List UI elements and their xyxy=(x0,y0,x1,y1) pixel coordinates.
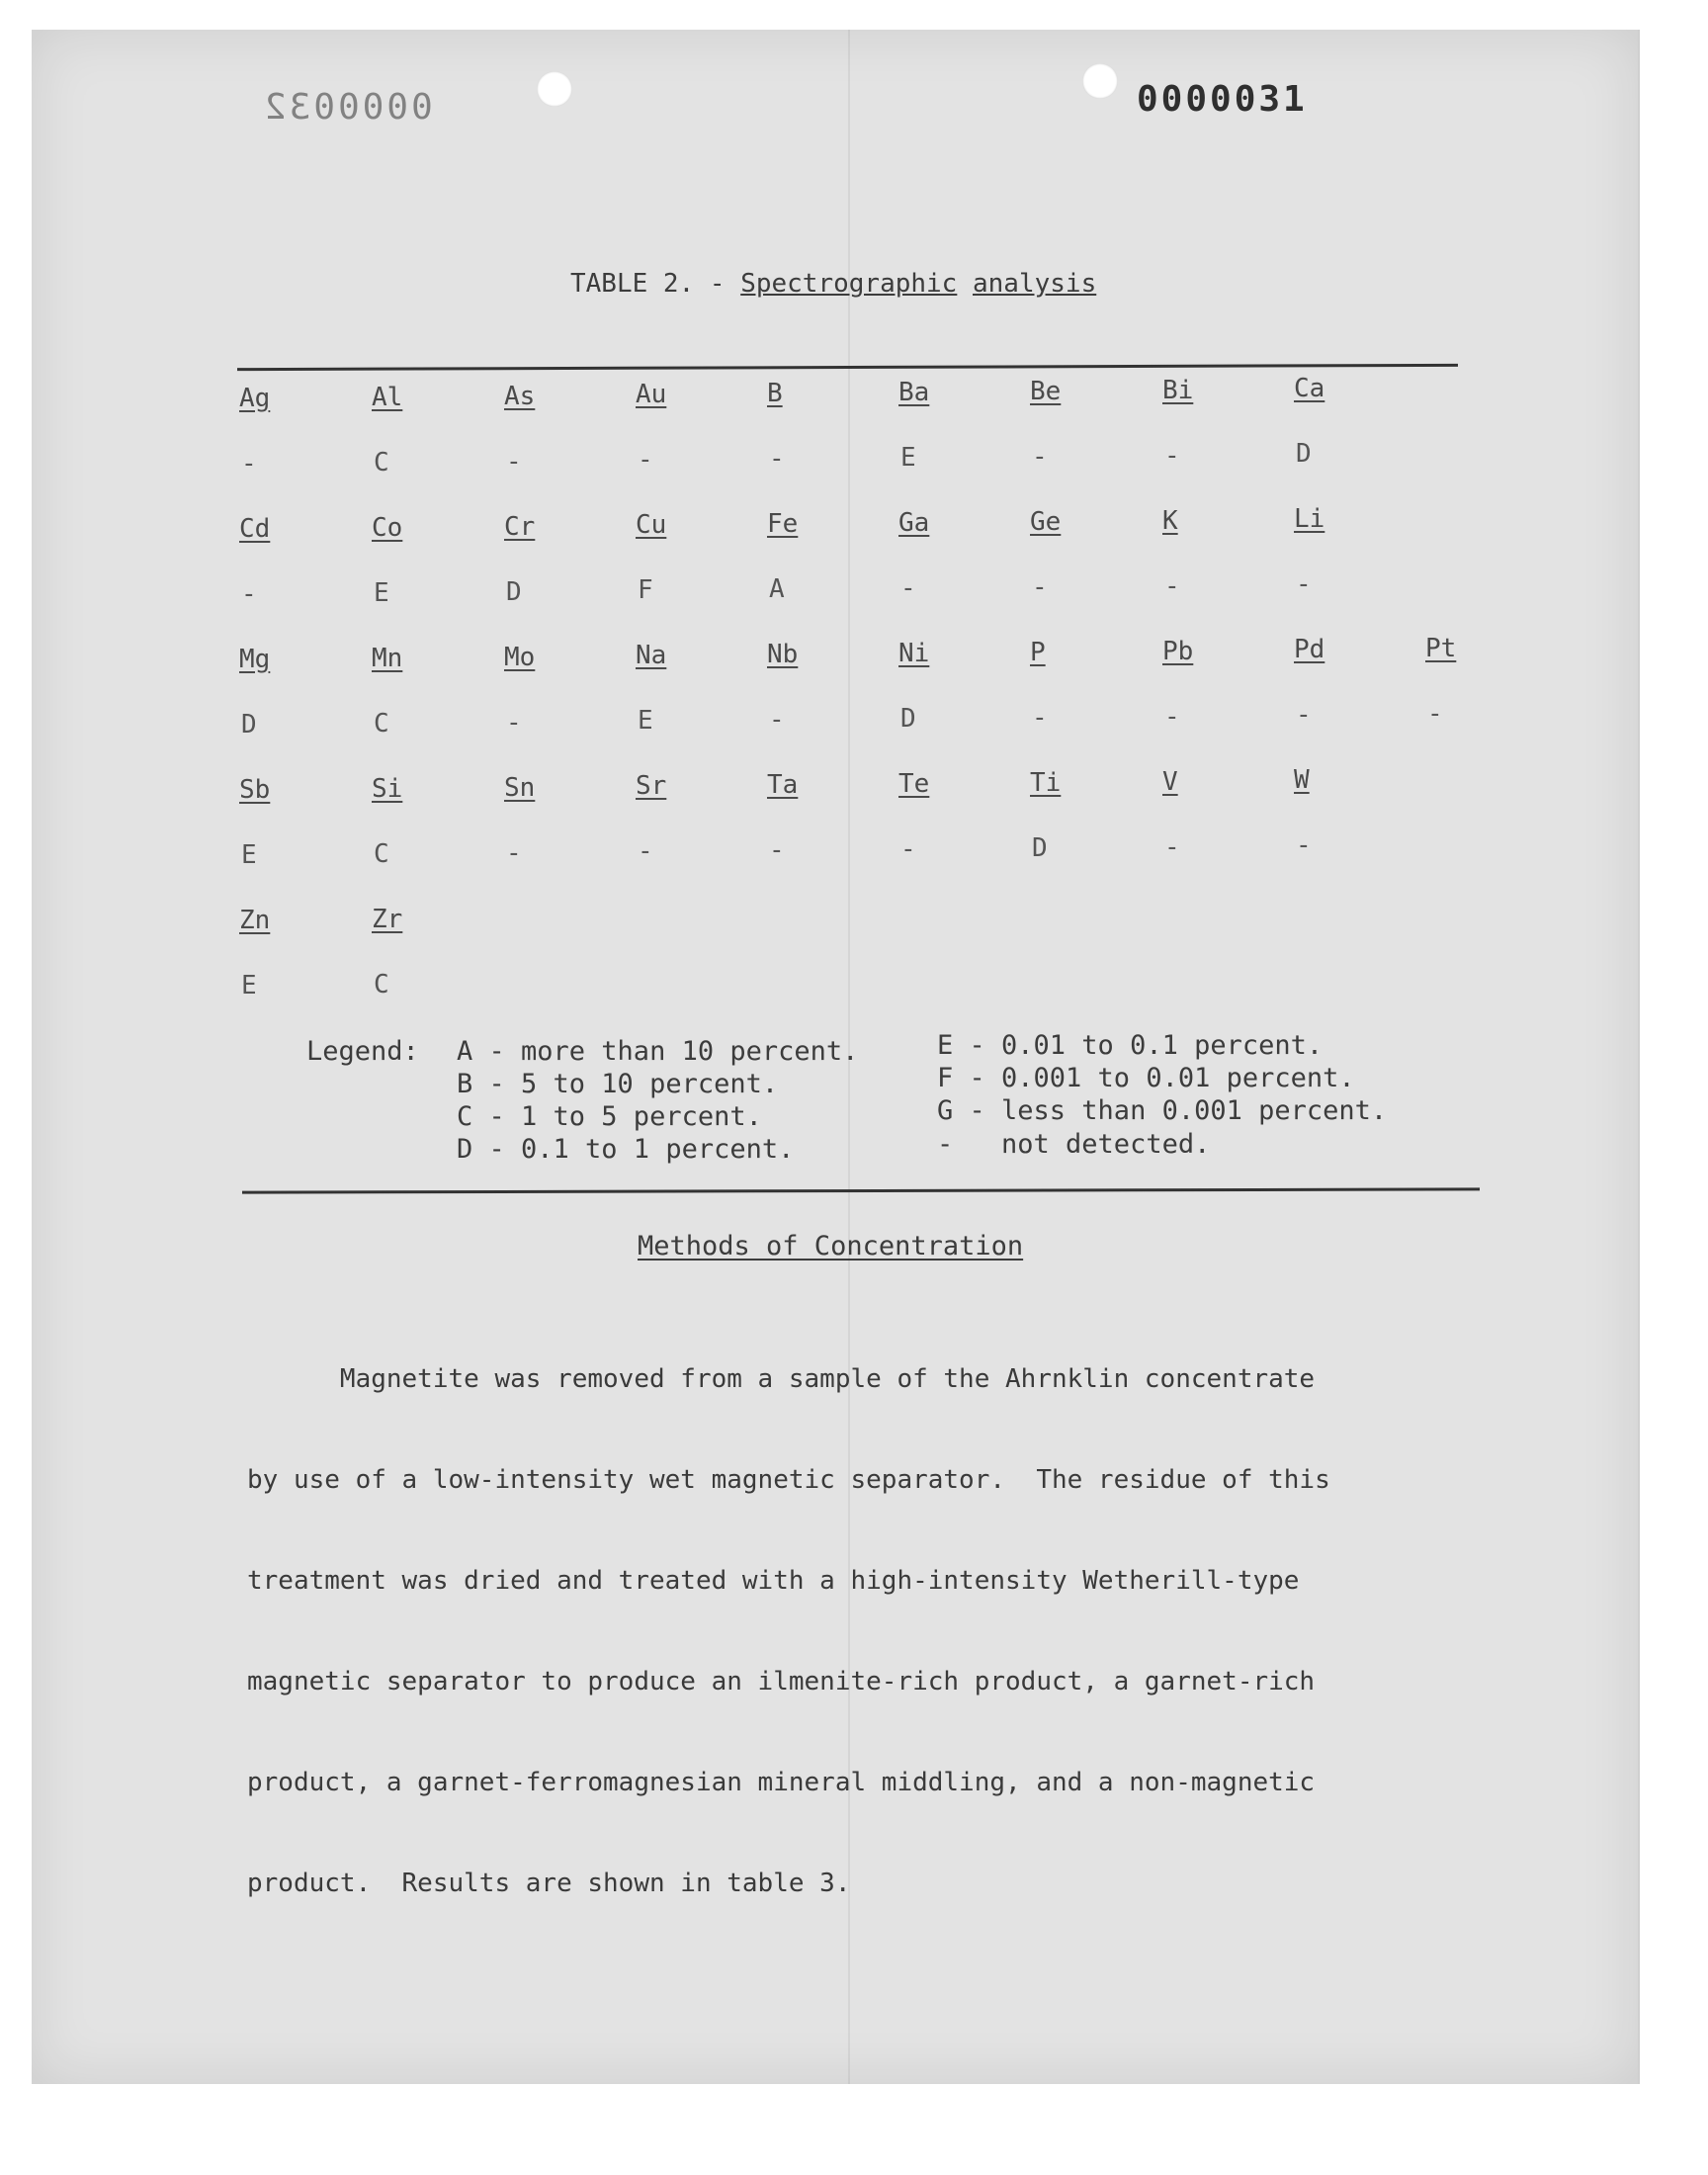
element-value: - xyxy=(900,573,916,603)
element-value: - xyxy=(506,837,522,868)
element-symbol: Na xyxy=(636,641,667,671)
element-symbol: Sr xyxy=(636,771,667,802)
element-value: - xyxy=(638,445,653,476)
element-value: - xyxy=(1032,441,1048,472)
element-symbol: Ca xyxy=(1294,374,1325,404)
element-symbol: Ga xyxy=(898,508,930,538)
element-value: D xyxy=(900,704,916,734)
element-value: C xyxy=(374,969,389,1000)
element-value: E xyxy=(241,971,257,1000)
element-value: D xyxy=(1296,439,1312,470)
element-symbol: Ge xyxy=(1030,506,1062,537)
element-value: E xyxy=(900,443,916,473)
element-symbol: Cd xyxy=(239,514,271,544)
element-symbol: Be xyxy=(1030,376,1062,406)
element-symbol: Te xyxy=(898,769,930,799)
legend-item: G - less than 0.001 percent. xyxy=(937,1095,1388,1126)
legend-item: A - more than 10 percent. xyxy=(457,1036,859,1067)
element-value: - xyxy=(1164,440,1180,471)
element-value: - xyxy=(1032,571,1048,602)
paragraph-line: product, a garnet-ferromagnesian mineral middling, and a non-magnetic xyxy=(247,1768,1316,1797)
element-symbol: Au xyxy=(636,380,667,410)
page-number: 0000031 xyxy=(1137,79,1308,120)
element-value: - xyxy=(1296,830,1312,861)
element-symbol: Cr xyxy=(504,511,536,542)
element-value: E xyxy=(638,706,653,737)
element-symbol: Nb xyxy=(767,640,799,670)
page-number-mirrored: 0000032 xyxy=(262,87,433,128)
element-symbol: Si xyxy=(372,773,403,804)
paragraph-line: by use of a low-intensity wet magnetic separator. The residue of this xyxy=(247,1465,1330,1495)
element-value: D xyxy=(506,576,522,607)
element-value: C xyxy=(374,447,389,478)
element-symbol: As xyxy=(504,381,536,411)
legend-item: E - 0.01 to 0.1 percent. xyxy=(937,1030,1324,1061)
element-value: - xyxy=(1164,570,1180,601)
element-value: - xyxy=(769,444,785,475)
element-symbol: Mn xyxy=(372,643,403,673)
element-value: - xyxy=(1164,701,1180,732)
element-value: A xyxy=(769,574,785,605)
element-value: - xyxy=(769,835,785,866)
legend-label: Legend: xyxy=(306,1036,419,1067)
element-value: D xyxy=(241,710,257,740)
section-title: Methods of Concentration xyxy=(638,1231,1024,1262)
element-symbol: Sb xyxy=(239,775,271,805)
table-title-word1: Spectrographic xyxy=(740,269,958,299)
element-symbol: Zn xyxy=(239,906,271,935)
element-symbol: Pt xyxy=(1425,634,1457,664)
element-symbol: Bi xyxy=(1162,375,1194,405)
element-symbol: Ta xyxy=(767,770,799,801)
element-symbol: Ni xyxy=(898,639,930,668)
table-title-word2: analysis xyxy=(973,269,1097,299)
element-symbol: Pd xyxy=(1294,635,1325,665)
element-value: - xyxy=(900,834,916,864)
legend-item: - not detected. xyxy=(937,1129,1211,1160)
element-value: F xyxy=(638,575,653,606)
element-symbol: Ba xyxy=(898,378,930,407)
element-value: - xyxy=(506,446,522,477)
legend-item: D - 0.1 to 1 percent. xyxy=(457,1134,795,1165)
element-value: E xyxy=(374,577,389,608)
body-paragraph xyxy=(247,1295,1483,1934)
legend-item: C - 1 to 5 percent. xyxy=(457,1101,762,1132)
legend-item: B - 5 to 10 percent. xyxy=(457,1069,779,1099)
paragraph-line: Magnetite was removed from a sample of the Ahrnklin concentrate xyxy=(247,1364,1316,1394)
element-value: - xyxy=(769,705,785,736)
element-value: - xyxy=(506,707,522,738)
element-symbol: Al xyxy=(372,382,403,412)
element-value: D xyxy=(1032,832,1048,863)
element-symbol: Fe xyxy=(767,509,799,540)
element-value: - xyxy=(241,579,257,609)
element-symbol: Ti xyxy=(1030,767,1062,798)
element-value: E xyxy=(241,840,257,870)
table-title xyxy=(570,269,1096,299)
element-value: - xyxy=(1164,831,1180,862)
paragraph-line: treatment was dried and treated with a high-intensity Wetherill-type xyxy=(247,1566,1300,1596)
element-symbol: K xyxy=(1162,505,1178,536)
element-symbol: Co xyxy=(372,512,403,543)
element-symbol: Cu xyxy=(636,510,667,541)
element-value: - xyxy=(1427,699,1443,730)
element-symbol: Li xyxy=(1294,504,1325,535)
element-value: - xyxy=(241,449,257,478)
paragraph-line: magnetic separator to produce an ilmenite-rich product, a garnet-rich xyxy=(247,1667,1316,1696)
element-value: - xyxy=(1032,702,1048,733)
element-value: C xyxy=(374,708,389,739)
legend-item: F - 0.001 to 0.01 percent. xyxy=(937,1063,1355,1093)
element-symbol: Sn xyxy=(504,772,536,803)
element-symbol: V xyxy=(1162,766,1178,797)
element-symbol: Mo xyxy=(504,642,536,672)
element-symbol: Mg xyxy=(239,645,271,674)
element-value: - xyxy=(1296,700,1312,731)
element-symbol: Zr xyxy=(372,904,403,934)
element-symbol: B xyxy=(767,379,783,409)
element-symbol: W xyxy=(1294,765,1310,796)
punch-hole-right xyxy=(1082,63,1118,99)
punch-hole-left xyxy=(537,71,572,107)
element-symbol: P xyxy=(1030,637,1046,667)
element-value: - xyxy=(1296,569,1312,600)
element-symbol: Ag xyxy=(239,384,271,413)
element-symbol: Pb xyxy=(1162,636,1194,666)
paragraph-line: product. Results are shown in table 3. xyxy=(247,1869,851,1898)
element-value: C xyxy=(374,838,389,869)
element-value: - xyxy=(638,836,653,867)
table-title-prefix: TABLE 2. - xyxy=(570,269,741,299)
